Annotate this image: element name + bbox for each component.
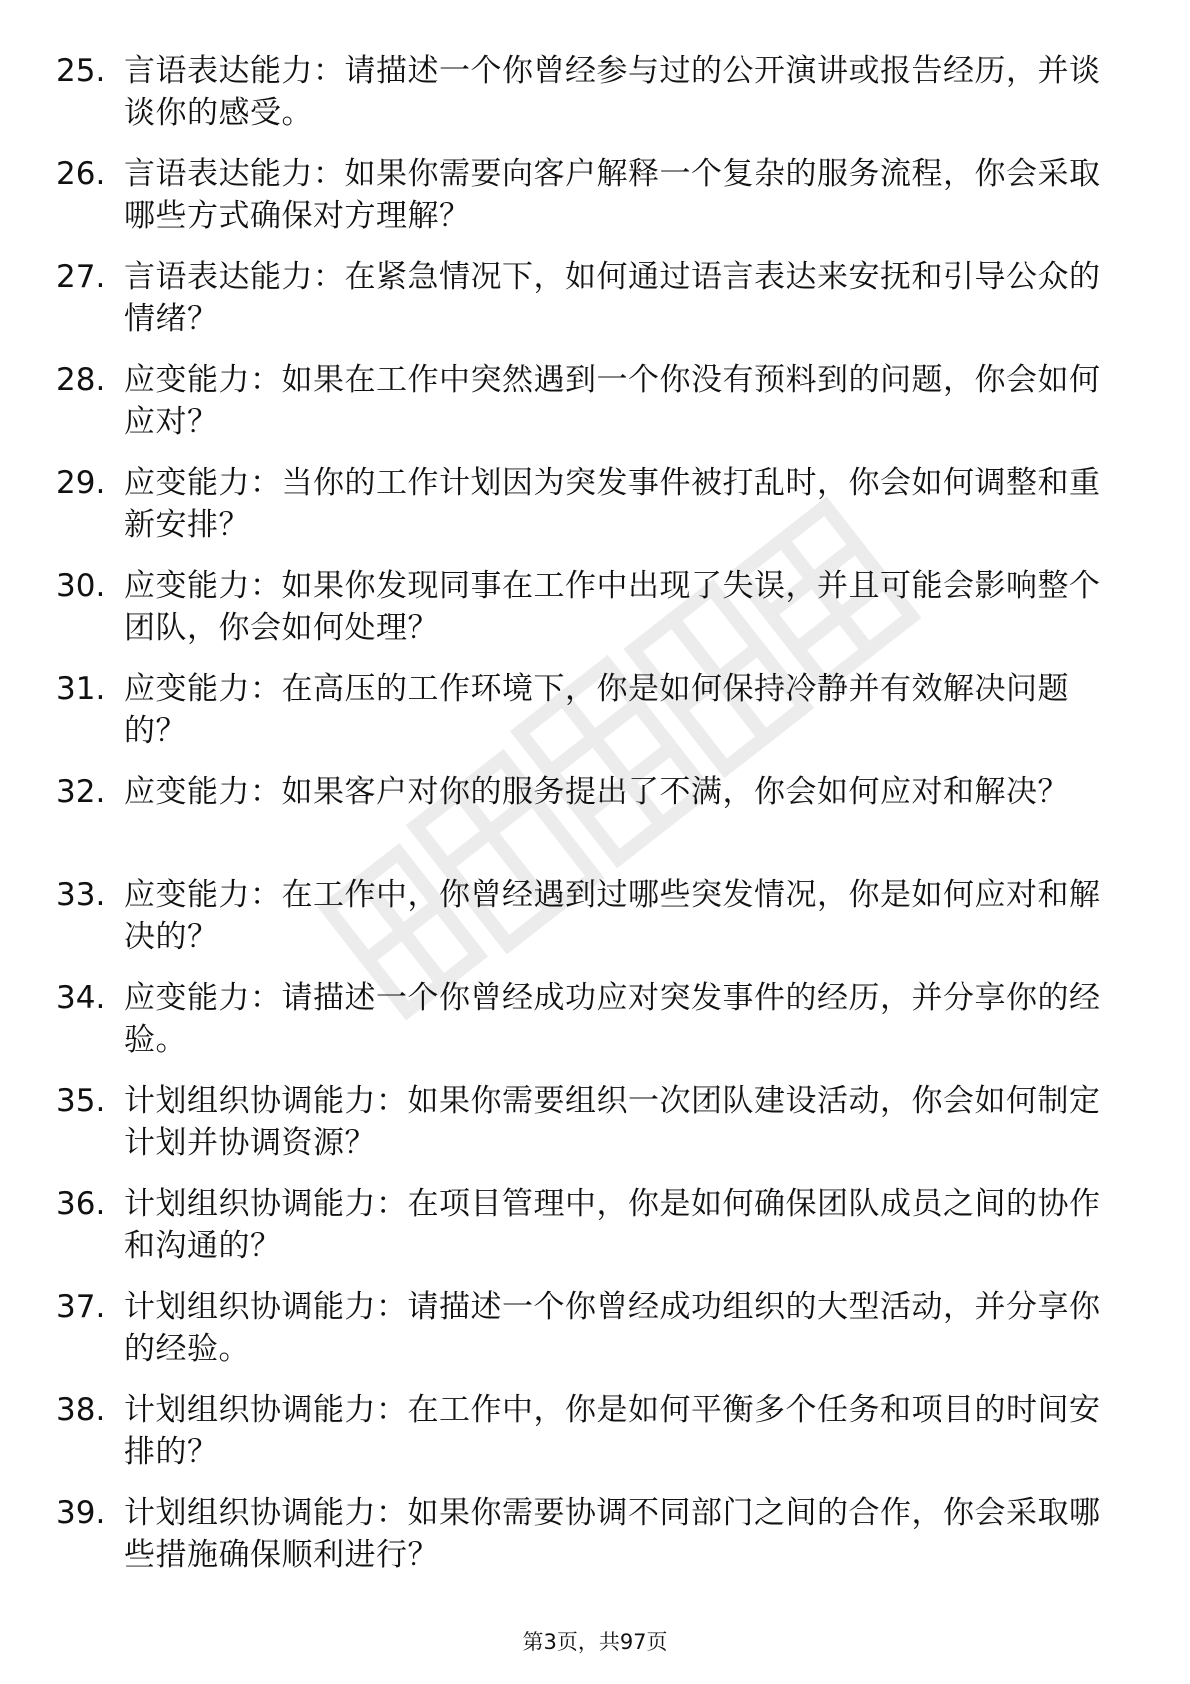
question-number: 30. [56,568,106,604]
question-number: 33. [56,877,106,913]
question-item [0,1389,1190,1473]
question-item [0,256,1190,340]
question-text: 应变能力：如果你发现同事在工作中出现了失误，并且可能会影响整个团队，你会如何处理？ [124,568,1101,646]
question-text: 应变能力：在高压的工作环境下，你是如何保持冷静并有效解决问题的？ [124,671,1069,749]
question-item [0,1286,1190,1370]
question-item [0,153,1190,237]
question-item [0,565,1190,649]
question-item [0,668,1190,752]
page-number-label: 第3页，共97页 [522,1630,668,1654]
question-number: 25. [56,53,106,89]
question-item [0,50,1190,134]
question-text: 应变能力：如果在工作中突然遇到一个你没有预料到的问题，你会如何应对？ [124,362,1101,440]
question-text: 言语表达能力：在紧急情况下，如何通过语言表达来安抚和引导公众的情绪？ [124,259,1101,337]
question-text: 应变能力：请描述一个你曾经成功应对突发事件的经历，并分享你的经验。 [124,980,1101,1058]
question-item [0,1492,1190,1576]
question-number: 27. [56,259,106,295]
question-item [0,462,1190,546]
question-text: 应变能力：当你的工作计划因为突发事件被打乱时，你会如何调整和重新安排？ [124,465,1101,543]
question-number: 32. [56,774,106,810]
question-text: 言语表达能力：如果你需要向客户解释一个复杂的服务流程，你会采取哪些方式确保对方理解？ [124,156,1101,234]
question-item [0,874,1190,958]
question-number: 26. [56,156,106,192]
question-text: 应变能力：如果客户对你的服务提出了不满，你会如何应对和解决？ [124,774,1069,810]
question-item [0,771,1190,855]
question-text: 计划组织协调能力：如果你需要协调不同部门之间的合作，你会采取哪些措施确保顺利进行？ [124,1495,1101,1573]
question-text: 计划组织协调能力：在项目管理中，你是如何确保团队成员之间的协作和沟通的？ [124,1186,1101,1264]
question-number: 37. [56,1289,106,1325]
question-item [0,977,1190,1061]
question-number: 36. [56,1186,106,1222]
question-text: 计划组织协调能力：在工作中，你是如何平衡多个任务和项目的时间安排的？ [124,1392,1101,1470]
question-number: 35. [56,1083,106,1119]
question-item [0,1183,1190,1267]
question-text: 计划组织协调能力：请描述一个你曾经成功组织的大型活动，并分享你的经验。 [124,1289,1101,1367]
question-text: 言语表达能力：请描述一个你曾经参与过的公开演讲或报告经历，并谈谈你的感受。 [124,53,1101,131]
question-number: 34. [56,980,106,1016]
question-text: 计划组织协调能力：如果你需要组织一次团队建设活动，你会如何制定计划并协调资源？ [124,1083,1101,1161]
question-number: 39. [56,1495,106,1531]
question-number: 31. [56,671,106,707]
question-item [0,1080,1190,1164]
question-number: 29. [56,465,106,501]
question-list [0,50,1190,1595]
question-number: 28. [56,362,106,398]
question-number: 38. [56,1392,106,1428]
question-text: 应变能力：在工作中，你曾经遇到过哪些突发情况，你是如何应对和解决的？ [124,877,1101,955]
page-footer [0,1628,1190,1656]
question-item [0,359,1190,443]
